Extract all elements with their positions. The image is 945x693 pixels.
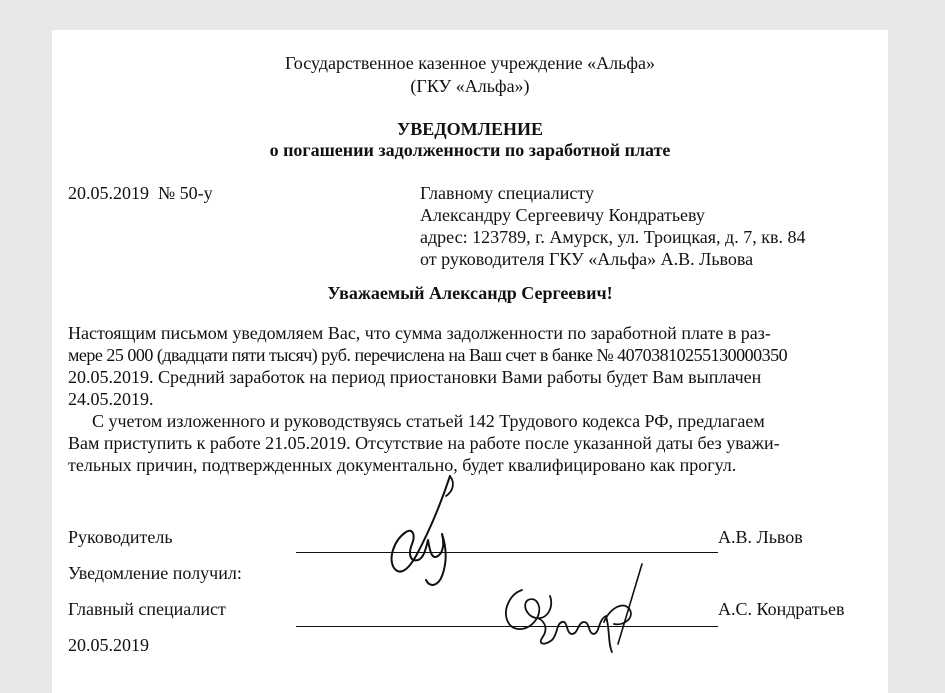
addressee-address: адрес: 123789, г. Амурск, ул. Троицкая, д. 7, кв. 84 [420, 227, 806, 247]
manager-signature-line [296, 552, 718, 553]
document-date-number: 20.05.2019 № 50-у [68, 183, 213, 203]
body-line: 20.05.2019. Средний заработок на период приостановки Вами работы будет Вам выплачен [68, 367, 762, 387]
employee-signature [492, 560, 652, 660]
document-title: УВЕДОМЛЕНИЕ [396, 119, 544, 139]
addressee-line-2: Александру Сергеевичу Кондратьеву [420, 205, 705, 225]
document-page [52, 30, 888, 693]
org-short-name: (ГКУ «Альфа») [410, 76, 530, 96]
body-line: Вам приступить к работе 21.05.2019. Отсутствие на работе после указанной даты без уважи- [68, 433, 780, 453]
salutation: Уважаемый Александр Сергеевич! [327, 283, 613, 303]
employee-label: Главный специалист [68, 599, 226, 619]
manager-label: Руководитель [68, 527, 173, 547]
org-full-name: Государственное казенное учреждение «Альфа» [284, 53, 655, 73]
body-line: Настоящим письмом уведомляем Вас, что сумма задолженности по заработной плате в раз- [68, 323, 771, 343]
addressee-line-1: Главному специалисту [420, 183, 594, 203]
addressee-from: от руководителя ГКУ «Альфа» А.В. Львова [420, 249, 754, 269]
manager-signature [372, 470, 482, 590]
manager-name: А.В. Львов [718, 527, 803, 547]
body-line: С учетом изложенного и руководствуясь статьей 142 Трудового кодекса РФ, предлагаем [92, 411, 765, 431]
document-subtitle: о погашении задолженности по заработной плате [269, 140, 671, 160]
body-line: тельных причин, подтвержденных документально, будет квалифицировано как прогул. [68, 455, 737, 475]
receipt-date: 20.05.2019 [68, 635, 149, 655]
body-line: мере 25 000 (двадцати пяти тысяч) руб. перечислена на Ваш счет в банке № 40703810255130000350 [68, 345, 788, 365]
body-line: 24.05.2019. [68, 389, 154, 409]
received-label: Уведомление получил: [68, 563, 242, 583]
employee-name: А.С. Кондратьев [718, 599, 845, 619]
